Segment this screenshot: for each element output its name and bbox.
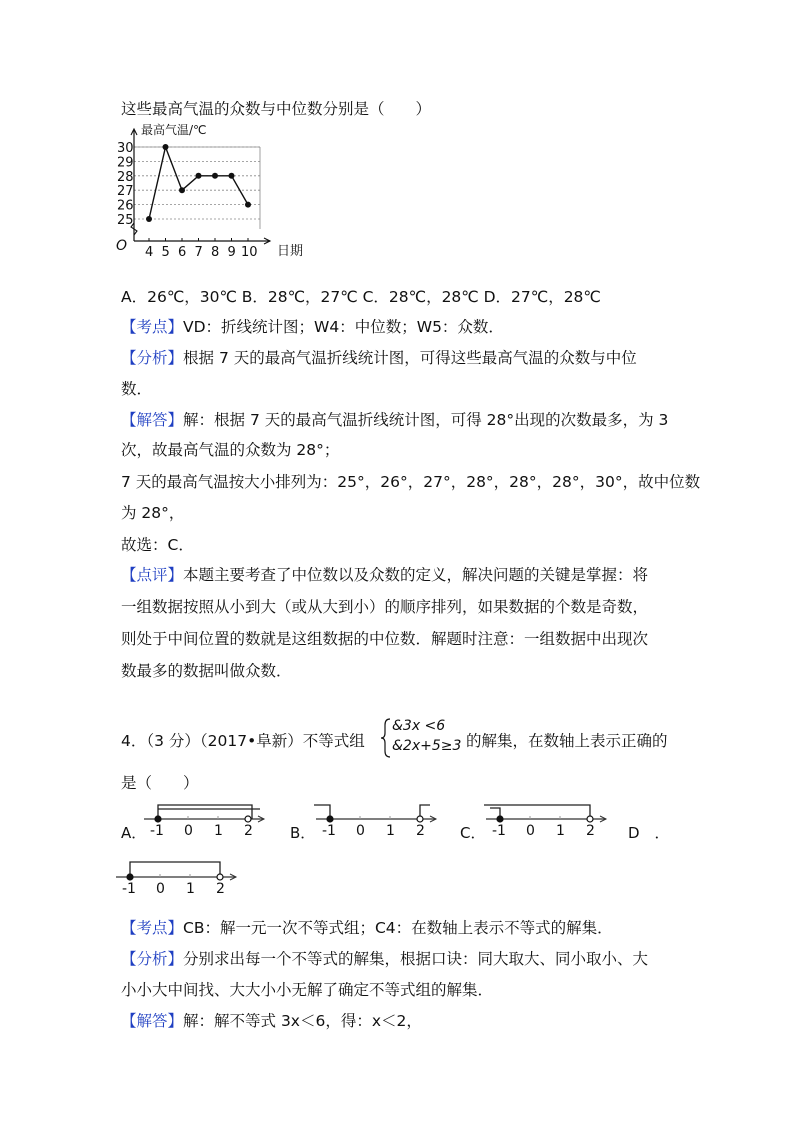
x-tick-label: 8 — [211, 245, 220, 260]
data-point — [196, 173, 202, 179]
solution-ray — [130, 862, 220, 877]
jieda-tag: 【解答】 — [121, 1012, 184, 1030]
option-d-numberline[interactable] — [112, 858, 242, 898]
q4-stem-line2: 是（ ） — [121, 774, 199, 792]
number-line-tick-label: 2 — [244, 823, 253, 839]
number-line-tick-label: 0 — [156, 881, 165, 897]
q3-kaodian — [121, 317, 504, 337]
q3-jieda-3: 7 天的最高气温按大小排列为：25°，26°，27°，28°，28°，28°，30°，故中位数 — [121, 473, 701, 491]
option-a-label: A． — [121, 824, 147, 842]
chart-origin: O — [116, 238, 128, 254]
chart-axes — [117, 129, 270, 260]
q3-jieda-4: 为 28°， — [121, 504, 185, 522]
x-tick-label: 6 — [178, 245, 187, 260]
fenxi-tag: 【分析】 — [121, 950, 184, 968]
q3-stem: 这些最高气温的众数与中位数分别是（ ） — [121, 100, 432, 118]
dianping-tag: 【点评】 — [121, 566, 184, 584]
fenxi-text: 根据 7 天的最高气温折线统计图，可得这些最高气温的众数与中位 — [183, 349, 637, 367]
x-tick-label: 5 — [161, 245, 170, 260]
q3-fenxi-cont: 数． — [121, 380, 153, 398]
q3-jieda — [121, 410, 668, 430]
jieda-text: 解：根据 7 天的最高气温折线统计图，可得 28°出现的次数最多，为 3 — [183, 411, 669, 429]
q3-options: A．26℃，30℃ B．28℃，27℃ C．28℃，28℃ D．27℃，28℃ — [121, 288, 601, 306]
q4-stem-prefix: 4．（3 分）（2017•阜新）不等式组 — [121, 732, 365, 750]
number-line-tick-label: 0 — [184, 823, 193, 839]
option-b-numberline[interactable] — [312, 800, 442, 840]
y-tick-label: 26 — [117, 198, 134, 214]
number-line-tick-label: 2 — [586, 823, 595, 839]
closed-endpoint — [327, 816, 333, 822]
data-point — [245, 202, 251, 208]
kaodian-tag: 【考点】 — [121, 318, 184, 336]
chart-ylabel: 最高气温/℃ — [141, 123, 207, 137]
fenxi-text: 分别求出每一个不等式的解集，根据口诀：同大取大、同小取小、大 — [183, 950, 649, 968]
q4-jieda — [121, 1011, 422, 1031]
q4-fenxi — [121, 949, 648, 969]
q4-kaodian — [121, 918, 613, 938]
number-line-tick-label: 2 — [216, 881, 225, 897]
dianping-text: 本题主要考查了中位数以及众数的定义，解决问题的关键是掌握：将 — [183, 566, 649, 584]
number-line-tick-label: 1 — [214, 823, 223, 839]
option-d-label: D ． — [628, 824, 670, 842]
chart-marks — [146, 144, 251, 222]
number-line-tick-label: 1 — [556, 823, 565, 839]
y-tick-label: 27 — [117, 184, 134, 200]
data-point — [146, 216, 152, 222]
number-line-tick-label: 1 — [186, 881, 195, 897]
open-endpoint — [217, 874, 223, 880]
solution-ray — [158, 805, 252, 819]
series-line — [149, 147, 248, 219]
temperature-line-chart — [112, 122, 312, 262]
q3-jieda-2: 次，故最高气温的众数为 28°； — [121, 441, 340, 459]
y-tick-label: 28 — [117, 169, 134, 185]
q4-stem-suffix: 的解集，在数轴上表示正确的 — [466, 732, 668, 750]
y-tick-label: 29 — [117, 155, 134, 171]
y-tick-label: 25 — [117, 213, 134, 228]
jieda-tag: 【解答】 — [121, 411, 184, 429]
option-b-label: B． — [290, 824, 316, 842]
q3-fenxi — [121, 348, 637, 368]
data-point — [229, 173, 235, 179]
q3-dianping-4: 数最多的数据叫做众数． — [121, 662, 292, 680]
closed-endpoint — [155, 816, 161, 822]
chart-grid — [134, 147, 260, 229]
open-endpoint — [417, 816, 423, 822]
option-c-label: C． — [460, 824, 486, 842]
q3-dianping — [121, 565, 648, 585]
closed-endpoint — [497, 816, 503, 822]
q4-fenxi-2: 小小大中间找、大大小小无解了确定不等式组的解集． — [121, 981, 494, 999]
x-tick-label: 7 — [194, 245, 203, 260]
fenxi-tag: 【分析】 — [121, 349, 184, 367]
kaodian-tag: 【考点】 — [121, 919, 184, 937]
kaodian-text: CB：解一元一次不等式组；C4：在数轴上表示不等式的解集． — [183, 919, 613, 937]
inequality-1: &3x <6 — [392, 718, 446, 734]
data-point — [163, 144, 169, 150]
number-line-tick-label: 0 — [526, 823, 535, 839]
chart-xlabel: 日期 — [277, 244, 304, 259]
q3-dianping-2: 一组数据按照从小到大（或从大到小）的顺序排列，如果数据的个数是奇数， — [121, 598, 649, 616]
option-a-numberline[interactable] — [140, 800, 270, 840]
data-point — [179, 187, 185, 193]
number-line-tick-label: 1 — [386, 823, 395, 839]
y-tick-label: 30 — [117, 141, 134, 156]
x-tick-label: 9 — [227, 245, 236, 260]
x-tick-label: 10 — [241, 245, 258, 260]
open-endpoint — [587, 816, 593, 822]
x-tick-label: 4 — [145, 245, 154, 260]
inequality-2: &2x+5≥3 — [392, 738, 462, 754]
q3-dianping-3: 则处于中间位置的数就是这组数据的中位数．解题时注意：一组数据中出现次 — [121, 630, 649, 648]
q3-jieda-5: 故选：C． — [121, 536, 194, 554]
number-line-tick-label: -1 — [322, 823, 336, 839]
number-line-tick-label: -1 — [122, 881, 136, 897]
number-line-tick-label: 0 — [356, 823, 365, 839]
open-endpoint — [245, 816, 251, 822]
closed-endpoint — [127, 874, 133, 880]
data-point — [212, 173, 218, 179]
jieda-text: 解：解不等式 3x＜6，得：x＜2， — [183, 1012, 422, 1030]
number-line-tick-label: -1 — [150, 823, 164, 839]
kaodian-text: VD：折线统计图；W4：中位数；W5：众数． — [183, 318, 504, 336]
number-line-tick-label: 2 — [416, 823, 425, 839]
number-line-tick-label: -1 — [492, 823, 506, 839]
option-c-numberline[interactable] — [482, 800, 612, 840]
